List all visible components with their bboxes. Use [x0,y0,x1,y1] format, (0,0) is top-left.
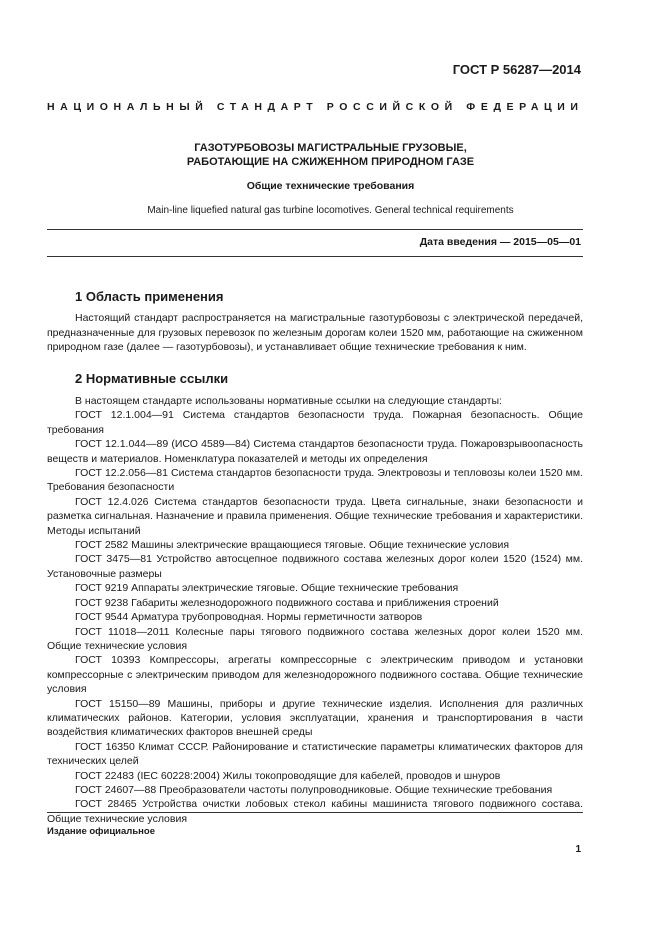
section-1-paragraph: Настоящий стандарт распространяется на магистральные газотурбовозы с электрической передачей, предназначенные для грузовых перевозок по железным дорогам колеи 1520 мм, работающие на сжиженном природном газе (далее — газотурбовозы), и устанавливает общие технические требования к ним. [47,312,583,353]
reference-item: ГОСТ 12.1.044—89 (ИСО 4589—84) Система стандартов безопасности труда. Пожаровзрывоопасность веществ и материалов. Номенклатура показателей и методы их определения [47,438,583,465]
reference-item: ГОСТ 28465 Устройства очистки лобовых стекол кабины машиниста тягового подвижного состава. Общие технические условия [47,798,583,825]
reference-item: ГОСТ 2582 Машины электрические вращающиеся тяговые. Общие технические условия [75,539,510,552]
footer-divider [47,812,583,813]
reference-item: ГОСТ 12.4.026 Система стандартов безопасности труда. Цвета сигнальные, знаки безопасности и разметка сигнальная. Назначение и правила применения. Общие технические требования и характеристики. Методы испытаний [47,495,583,537]
reference-item: ГОСТ 9219 Аппараты электрические тяговые. Общие технические требования [75,582,459,595]
effective-date: Дата введения — 2015—05—01 [419,236,581,248]
section-2-heading: 2 Нормативные ссылки [75,371,229,386]
reference-item: ГОСТ 11018—2011 Колесные пары тягового подвижного состава железных дорог колеи 1520 мм. Общие технические условия [47,625,583,652]
reference-item: ГОСТ 24607—88 Преобразователи частоты полупроводниковые. Общие технические требования [75,783,553,796]
reference-item: ГОСТ 12.2.056—81 Система стандартов безопасности труда. Электровозы и тепловозы колеи 1520 мм. Требования безопасности [47,467,583,494]
title-line-2: РАБОТАЮЩИЕ НА СЖИЖЕННОМ ПРИРОДНОМ ГАЗЕ [186,156,475,168]
references-list [47,394,583,826]
standard-code: ГОСТ Р 56287—2014 [452,62,581,77]
reference-item: ГОСТ 10393 Компрессоры, агрегаты компрессорные с электрическим приводом и установки компрессорные с электрическим приводом для железнодорожного подвижного состава. Общие технические условия [47,654,583,696]
english-title: Main-line liquefied natural gas turbine locomotives. General technical requirements [147,205,514,216]
divider-top [47,229,583,230]
divider-bottom [47,256,583,257]
reference-item: ГОСТ 15150—89 Машины, приборы и другие технические изделия. Исполнения для различных климатических районов. Категории, условия эксплуатации, хранения и транспортирования в части воздействия климатических факторов внешней среды [47,697,583,739]
reference-item: ГОСТ 9544 Арматура трубопроводная. Нормы герметичности затворов [75,611,423,624]
page-number: 1 [575,844,581,855]
reference-item: ГОСТ 12.1.004—91 Система стандартов безопасности труда. Пожарная безопасность. Общие требования [47,409,583,436]
document-subtitle: Общие технические требования [246,180,415,192]
reference-item: ГОСТ 16350 Климат СССР. Районирование и статистические параметры климатических факторов для технических целей [47,740,583,768]
reference-item: ГОСТ 3475—81 Устройство автосцепное подвижного состава железных дорог колеи 1520 (1524) мм. Установочные размеры [47,553,583,580]
section-1-heading: 1 Область применения [75,289,224,304]
title-line-1: ГАЗОТУРБОВОЗЫ МАГИСТРАЛЬНЫЕ ГРУЗОВЫЕ, [194,142,467,154]
national-standard-banner: НАЦИОНАЛЬНЫЙ СТАНДАРТ РОССИЙСКОЙ ФЕДЕРАЦИИ [47,101,584,113]
reference-item: ГОСТ 22483 (IEC 60228:2004) Жилы токопроводящие для кабелей, проводов и шнуров [75,769,501,782]
document-title [0,141,661,169]
edition-note: Издание официальное [47,826,155,837]
reference-item: ГОСТ 9238 Габариты железнодорожного подвижного состава и приближения строений [75,596,499,609]
section-1-body [47,311,583,355]
references-intro: В настоящем стандарте использованы нормативные ссылки на следующие стандарты: [75,395,502,407]
